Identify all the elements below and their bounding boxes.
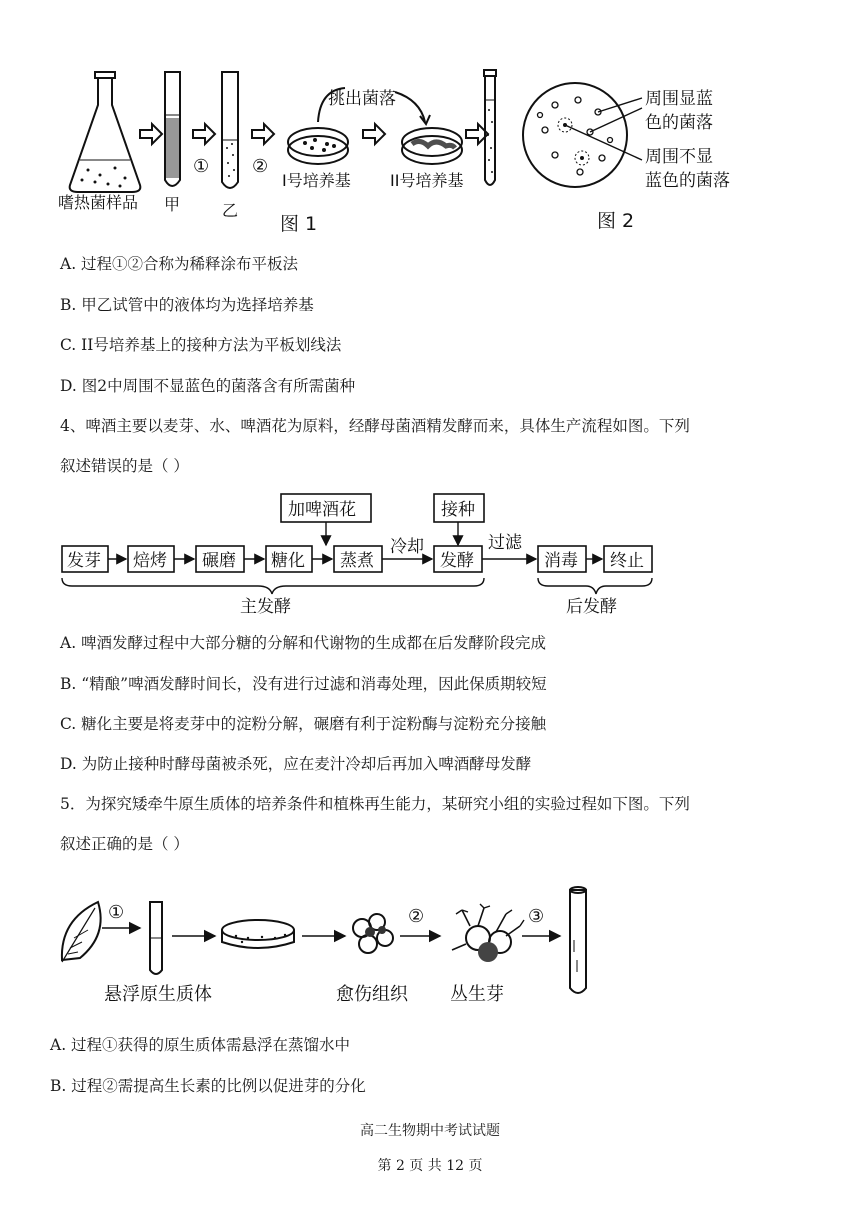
q5-step2-label: ② <box>408 906 425 927</box>
q3-option-b: B. 甲乙试管中的液体均为选择培养基 <box>60 296 314 314</box>
protoplast-label: 悬浮原生质体 <box>104 984 212 1005</box>
tube-jia-label: 甲 <box>164 195 181 214</box>
no-blue-colony-label: 周围不显蓝色的菌落 <box>645 147 730 191</box>
figure1-caption: 图 1 <box>280 213 318 235</box>
post-fermentation-label: 后发酵 <box>566 597 617 617</box>
q5-step3-label: ③ <box>528 906 545 927</box>
q4-stem-line1: 4、啤酒主要以麦芽、水、啤酒花为原料，经酵母菌酒精发酵而来，具体生产流程如图。下列 <box>60 417 690 435</box>
culture-dish-icon <box>222 920 294 948</box>
blue-colony-label: 周围显蓝色的菌落 <box>645 89 713 133</box>
q4-option-a: A. 啤酒发酵过程中大部分糖的分解和代谢物的生成都在后发酵阶段完成 <box>60 634 547 652</box>
step-label-6: 发酵 <box>440 551 474 571</box>
main-fermentation-label: 主发酵 <box>240 597 291 617</box>
q5-option-b: B. 过程②需提高生长素的比例以促进芽的分化 <box>50 1077 366 1095</box>
flow-steps <box>62 546 652 572</box>
cooling-label: 冷却 <box>390 537 424 557</box>
step-label-5: 蒸煮 <box>340 551 374 571</box>
tube-jia-icon <box>165 72 180 186</box>
q3-option-c: C. II号培养基上的接种方法为平板划线法 <box>60 336 342 354</box>
step-label-1: 发芽 <box>67 551 101 571</box>
q5-step1-label: ① <box>108 902 125 923</box>
step-label-8: 终止 <box>610 551 644 571</box>
sample-label: 嗜热菌样品 <box>58 193 139 212</box>
q4-stem-line2: 叙述错误的是（ ） <box>60 457 189 475</box>
footer-title: 高二生物期中考试试题 <box>360 1123 500 1139</box>
q4-option-c: C. 糖化主要是将麦芽中的淀粉分解，碾磨有利于淀粉酶与淀粉充分接触 <box>60 715 547 733</box>
q4-option-b: B. “精酿”啤酒发酵时间长，没有进行过滤和消毒处理，因此保质期较短 <box>60 675 547 693</box>
medium1-label: I号培养基 <box>282 171 351 190</box>
tube-yi-label: 乙 <box>222 201 239 220</box>
plate-figure2-icon <box>523 83 642 187</box>
q5-stem-line1: 5．为探究矮牵牛原生质体的培养条件和植株再生能力，某研究小组的实验过程如下图。下列 <box>60 795 690 813</box>
petri-dish-2-icon <box>402 128 462 164</box>
beer-flowchart <box>0 490 860 620</box>
step2-label: ② <box>252 156 269 177</box>
medium2-label: II号培养基 <box>390 171 464 190</box>
tube-final-icon <box>484 70 496 185</box>
petri-dish-1-icon <box>288 128 348 164</box>
q3-option-a: A. 过程①②合称为稀释涂布平板法 <box>60 255 299 273</box>
add-hops-label: 加啤酒花 <box>288 500 356 520</box>
step-label-2: 焙烤 <box>133 551 167 571</box>
pick-colony-label: 挑出菌落 <box>328 89 396 109</box>
step-label-7: 消毒 <box>544 551 578 571</box>
regeneration-tube-icon <box>570 887 586 993</box>
step1-label: ① <box>193 156 210 177</box>
inoculate-label: 接种 <box>441 500 475 520</box>
figure2-caption: 图 2 <box>597 210 635 232</box>
protoplast-figure <box>0 880 860 1010</box>
flask-icon <box>70 72 141 192</box>
step-label-3: 碾磨 <box>202 551 236 571</box>
buds-icon <box>452 904 524 962</box>
tube-yi-icon <box>222 72 238 188</box>
figure-1-2 <box>0 60 860 240</box>
q5-stem-line2: 叙述正确的是（ ） <box>60 835 189 853</box>
q5-option-a: A. 过程①获得的原生质体需悬浮在蒸馏水中 <box>50 1036 351 1054</box>
callus-icon <box>353 914 393 953</box>
buds-label: 丛生芽 <box>450 984 504 1005</box>
suspension-tube-icon <box>150 902 162 974</box>
filter-label: 过滤 <box>488 533 522 553</box>
leaf-icon <box>62 902 101 962</box>
step-label-4: 糖化 <box>271 551 305 571</box>
callus-label: 愈伤组织 <box>336 984 408 1005</box>
q3-option-d: D. 图2中周围不显蓝色的菌落含有所需菌种 <box>60 377 356 395</box>
footer-page-number: 第 2 页 共 12 页 <box>377 1158 483 1174</box>
q4-option-d: D. 为防止接种时酵母菌被杀死，应在麦汁冷却后再加入啤酒酵母发酵 <box>60 755 532 773</box>
